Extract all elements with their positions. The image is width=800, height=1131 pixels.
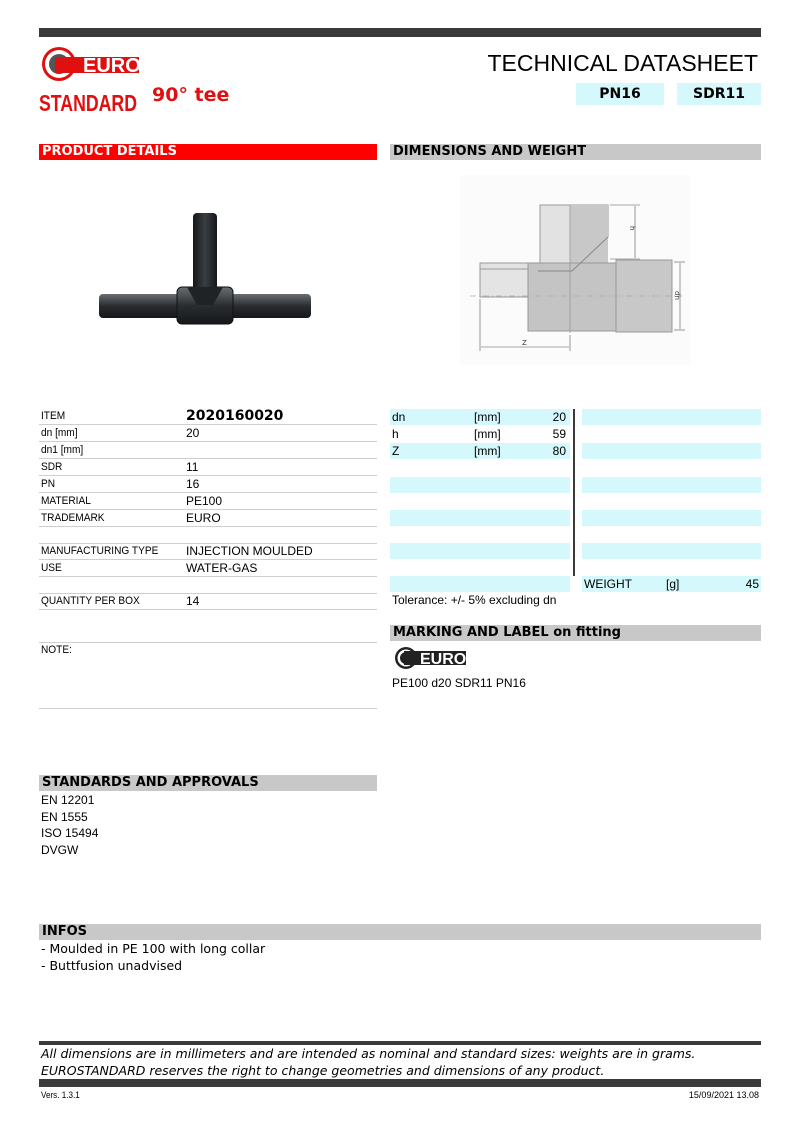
extra-dimension-row — [582, 543, 761, 559]
dimension-value: 20 — [552, 410, 566, 424]
marking-logo — [394, 645, 466, 671]
product-image — [95, 205, 315, 330]
product-details-header: PRODUCT DETAILS — [39, 144, 377, 160]
dimension-row-h — [390, 426, 570, 442]
pn-value: 16 — [186, 477, 200, 491]
marking-logo-text: EURO — [420, 651, 467, 668]
trademark-label: TRADEMARK — [41, 512, 105, 524]
use-label: USE — [41, 562, 62, 574]
dimension-row-empty — [390, 460, 570, 476]
standard-item: EN 12201 — [41, 793, 95, 807]
extra-dimension-row — [582, 409, 761, 425]
dn-label: dn [mm] — [41, 427, 78, 439]
dimension-row-empty — [390, 543, 570, 559]
dim-label-h: h — [628, 226, 636, 231]
note-divider — [39, 708, 377, 709]
dimension-row-empty — [390, 527, 570, 543]
dimensions-weight-header: DIMENSIONS AND WEIGHT — [390, 144, 761, 160]
dimension-unit: [mm] — [474, 427, 501, 441]
dimension-unit: [mm] — [474, 444, 501, 458]
material-label: MATERIAL — [41, 495, 91, 507]
sdr-label: SDR — [41, 461, 63, 473]
dimension-row-empty — [390, 494, 570, 510]
table-divider — [573, 409, 575, 576]
sdr-badge: SDR11 — [677, 83, 761, 105]
logo-euro-text: EURO — [83, 55, 141, 77]
trademark-value: EURO — [186, 511, 221, 525]
mfg-label: MANUFACTURING TYPE — [41, 545, 159, 557]
detail-row-empty-3 — [39, 626, 377, 643]
mfg-value: INJECTION MOULDED — [186, 544, 313, 558]
detail-row-empty-1 — [39, 527, 377, 544]
dn1-label: dn1 [mm] — [41, 444, 84, 456]
dimension-value: 80 — [552, 444, 566, 458]
eurostandard-logo — [39, 45, 139, 120]
weight-row — [582, 576, 761, 592]
marking-text: PE100 d20 SDR11 PN16 — [392, 676, 526, 690]
standards-header: STANDARDS AND APPROVALS — [39, 775, 377, 791]
info-item: - Buttfusion unadvised — [41, 958, 183, 973]
standard-item: DVGW — [41, 843, 79, 857]
dimension-unit: [mm] — [474, 410, 501, 424]
footer-top-bar — [39, 1041, 761, 1045]
product-title: 90° tee — [152, 84, 230, 106]
detail-row-material — [39, 493, 377, 510]
logo-standard-text: STANDARD — [39, 90, 137, 116]
pn-badge: PN16 — [576, 83, 664, 105]
detail-row-trademark — [39, 510, 377, 527]
extra-dimension-row — [582, 510, 761, 526]
info-item: - Moulded in PE 100 with long collar — [41, 941, 266, 956]
dimension-row-empty — [390, 477, 570, 493]
detail-row-use — [39, 560, 377, 577]
qty-value: 14 — [186, 594, 200, 608]
dimension-row-empty — [390, 560, 570, 576]
use-value: WATER-GAS — [186, 561, 258, 575]
item-value: 2020160020 — [186, 408, 284, 424]
extra-dimension-row — [582, 443, 761, 459]
detail-row-sdr — [39, 459, 377, 476]
dimension-name: dn — [392, 410, 406, 424]
detail-row-pn — [39, 476, 377, 493]
material-value: PE100 — [186, 494, 223, 508]
dimension-value: 59 — [552, 427, 566, 441]
dim-label-dn: dn — [673, 291, 681, 300]
dim-label-z: Z — [522, 339, 527, 347]
weight-label: WEIGHT — [584, 577, 632, 591]
dimension-row-empty — [390, 510, 570, 526]
standard-item: EN 1555 — [41, 810, 88, 824]
dimension-row-z — [390, 443, 570, 459]
detail-row-dn — [39, 425, 377, 442]
dn-value: 20 — [186, 426, 200, 440]
version-text: Vers. 1.3.1 — [41, 1090, 80, 1100]
sdr-value: 11 — [186, 460, 199, 474]
tolerance-note: Tolerance: +/- 5% excluding dn — [392, 593, 557, 607]
disclaimer-line-2: EUROSTANDARD reserves the right to change geometries and dimensions of any product. — [41, 1063, 605, 1078]
dimension-name: Z — [392, 444, 400, 458]
detail-row-dn1 — [39, 442, 377, 459]
disclaimer-line-1: All dimensions are in millimeters and are intended as nominal and standard sizes: weights are in grams. — [41, 1046, 696, 1061]
weight-unit: [g] — [666, 577, 680, 591]
dimension-name: h — [392, 427, 399, 441]
standard-item: ISO 15494 — [41, 826, 99, 840]
top-bar — [39, 28, 761, 37]
marking-header: MARKING AND LABEL on fitting — [390, 625, 761, 641]
detail-row-empty-2 — [39, 577, 377, 594]
item-label: ITEM — [41, 410, 66, 422]
qty-label: QUANTITY PER BOX — [41, 595, 140, 607]
detail-row-qty — [39, 593, 377, 610]
dimension-drawing — [460, 175, 690, 365]
pn-label: PN — [41, 478, 56, 490]
infos-header: INFOS — [39, 924, 761, 940]
detail-row-item — [39, 408, 377, 425]
note-label: NOTE: — [41, 644, 72, 656]
detail-row-mfg — [39, 543, 377, 560]
footer-bottom-bar — [39, 1079, 761, 1087]
date-text: 15/09/2021 13.08 — [688, 1090, 759, 1100]
dimension-row-empty — [390, 576, 570, 592]
document-title: TECHNICAL DATASHEET — [487, 50, 758, 76]
dimension-row-dn — [390, 409, 570, 425]
weight-value: 45 — [745, 577, 759, 591]
extra-dimension-row — [582, 477, 761, 493]
